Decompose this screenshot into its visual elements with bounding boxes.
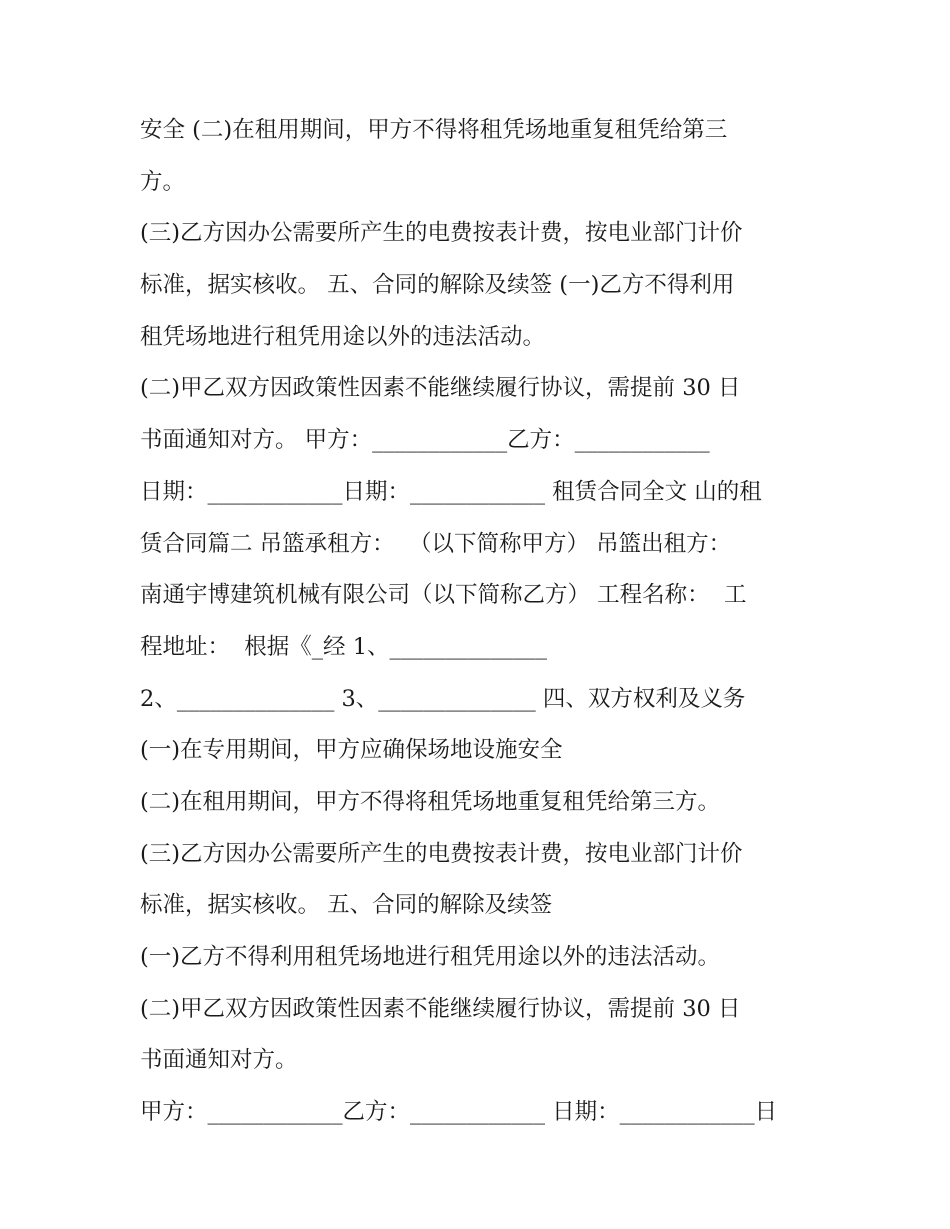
text-line: (二)甲乙双方因政策性因素不能继续履行协议，需提前 30 日 [140, 995, 741, 1022]
text-line: 标准，据实核收。 五、合同的解除及续签 (一)乙方不得利用 [140, 272, 735, 299]
text-line: 2、______________ 3、______________ 四、双方权利及义务 [140, 685, 746, 712]
text-line: 书面通知对方。 甲方：____________乙方：____________ [140, 427, 710, 454]
text-line: 标准，据实核收。 五、合同的解除及续签 [140, 892, 553, 919]
text-line: 程地址： 根据《_经 1、______________ [140, 633, 548, 660]
text-line: (二)在租用期间，甲方不得将租凭场地重复租凭给第三方。 [140, 788, 721, 815]
text-line: 日期：____________日期：____________ 租赁合同全文 山的租 [140, 478, 762, 505]
text-line: 租凭场地进行租凭用途以外的违法活动。 [140, 323, 546, 350]
text-line: 安全 (二)在租用期间，甲方不得将租凭场地重复租凭给第三 [140, 117, 728, 143]
text-line: (二)甲乙双方因政策性因素不能继续履行协议，需提前 30 日 [140, 375, 741, 402]
text-line: (三)乙方因办公需要所产生的电费按表计费，按电业部门计价 [140, 220, 743, 247]
text-line: 赁合同篇二 吊篮承租方： （以下简称甲方） 吊篮出租方： [140, 530, 732, 557]
text-line: (三)乙方因办公需要所产生的电费按表计费，按电业部门计价 [140, 840, 743, 867]
text-line: 方。 [140, 168, 186, 195]
text-line: 南通宇博建筑机械有限公司（以下简称乙方） 工程名称： 工 [140, 582, 747, 609]
text-line: (一)在专用期间，甲方应确保场地设施安全 [140, 737, 563, 764]
document-body [140, 105, 820, 1139]
text-line: (一)乙方不得利用租凭场地进行租凭用途以外的违法活动。 [140, 944, 721, 970]
text-line: 书面通知对方。 [140, 1047, 298, 1074]
text-line: 甲方：____________乙方：____________ 日期：____________日 [140, 1099, 778, 1126]
